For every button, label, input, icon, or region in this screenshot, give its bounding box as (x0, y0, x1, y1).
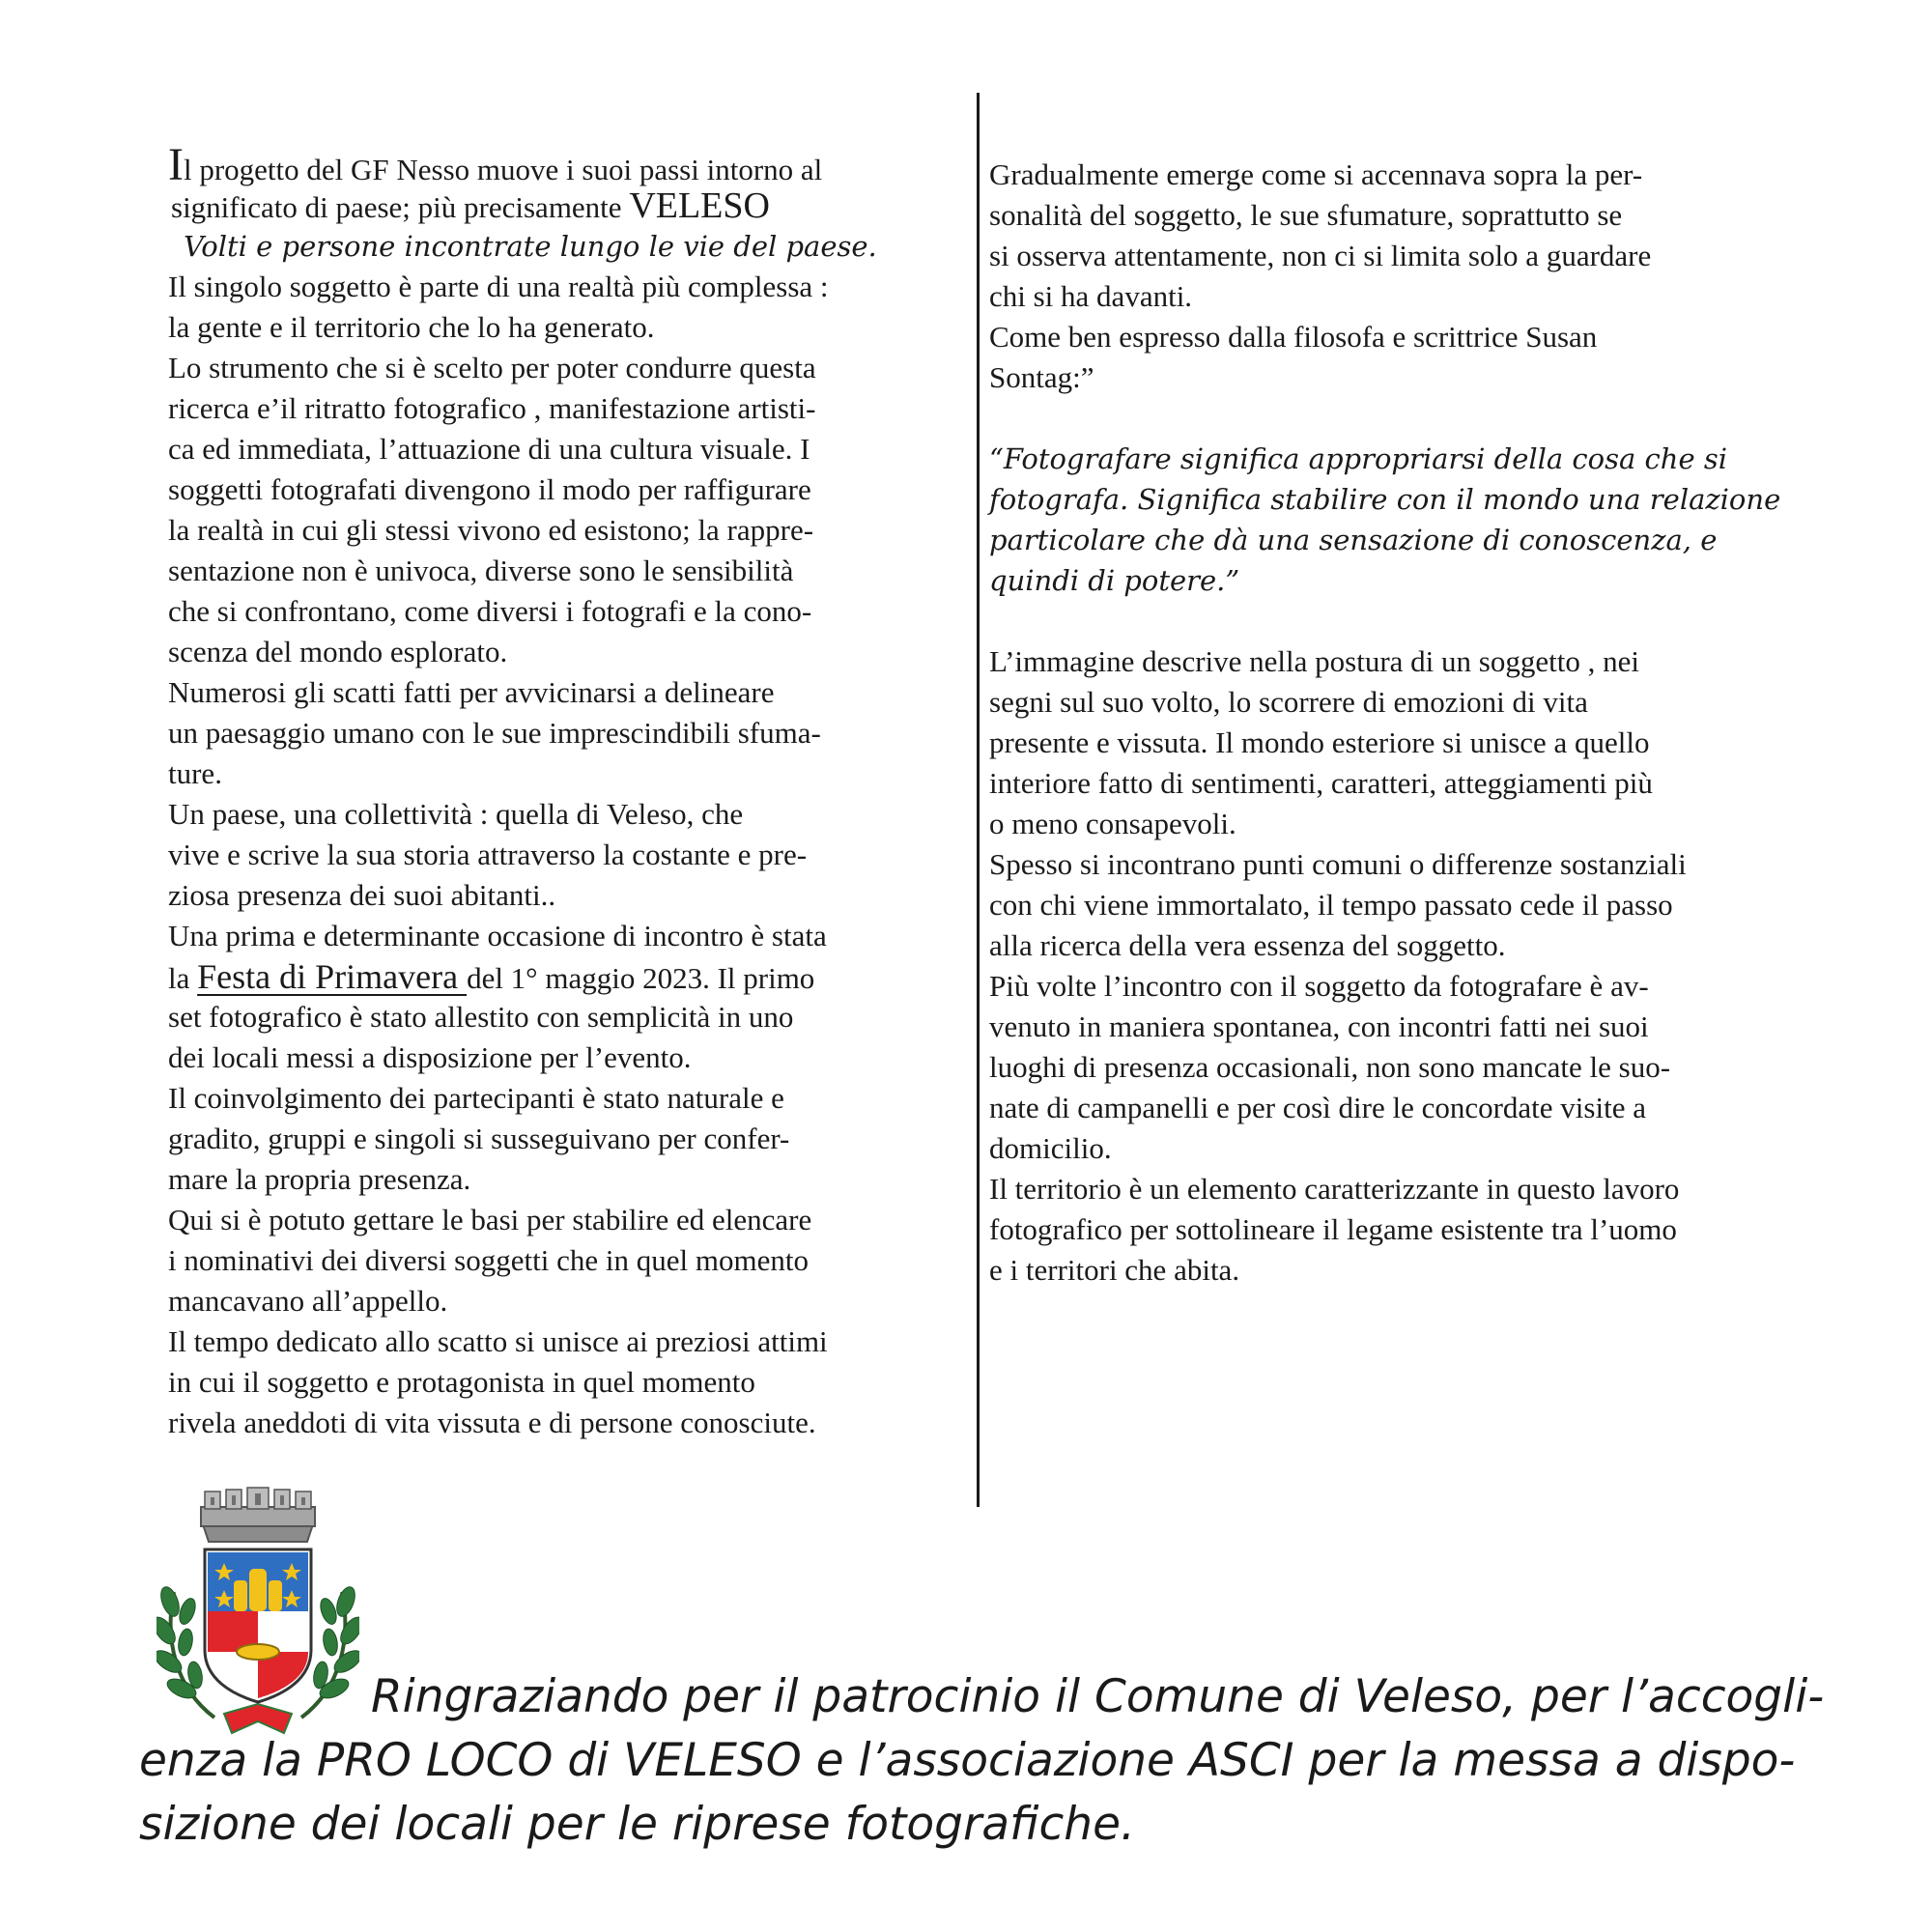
text-line: i nominativi dei diversi soggetti che in quel momento (168, 1243, 809, 1277)
text-line: che si confrontano, come diversi i fotografi e la cono- (168, 594, 812, 628)
text-line: ziosa presenza dei suoi abitanti.. (168, 878, 556, 912)
text-line: ca ed immediata, l’attuazione di una cultura visuale. I (168, 432, 810, 466)
text-line: la gente e il territorio che lo ha generato. (168, 310, 655, 344)
text-line: set fotografico è stato allestito con semplicità in uno (168, 1000, 794, 1034)
text-line: ricerca e’il ritratto fotografico , manifestazione artisti- (168, 391, 816, 425)
text-line: gradito, gruppi e singoli si susseguivano per confer- (168, 1122, 790, 1155)
text-line: sonalità del soggetto, le sue sfumature, soprattutto se (989, 198, 1623, 232)
text-line: Un paese, una collettività : quella di Veleso, che (168, 797, 744, 831)
text-line: Come ben espresso dalla filosofa e scrittrice Susan (989, 320, 1598, 354)
thanks-line: sizione dei locali per le riprese fotografiche. (139, 1798, 1135, 1851)
quote-line: quindi di potere.” (989, 564, 1240, 597)
text-line: interiore fatto di sentimenti, caratteri, atteggiamenti più (989, 766, 1653, 800)
text-line: Spesso si incontrano punti comuni o differenze sostanziali (989, 847, 1687, 881)
text-line: L’immagine descrive nella postura di un soggetto , nei (989, 644, 1639, 678)
text-line: luoghi di presenza occasionali, non sono mancate le suo- (989, 1050, 1671, 1084)
acknowledgement-text (139, 1665, 1825, 1857)
text-line: ture. (168, 756, 222, 790)
text-line: Qui si è potuto gettare le basi per stabilire ed elencare (168, 1203, 812, 1236)
text-line: presente e vissuta. Il mondo esteriore si unisce a quello (989, 725, 1650, 759)
text-line: sentazione non è univoca, diverse sono le sensibilità (168, 554, 794, 587)
text-line: o meno consapevoli. (989, 807, 1236, 840)
text-line: alla ricerca della vera essenza del soggetto. (989, 928, 1506, 962)
text-line: dei locali messi a disposizione per l’evento. (168, 1040, 692, 1074)
text-line: nate di campanelli e per così dire le concordate visite a (989, 1091, 1646, 1124)
quote-line: particolare che dà una sensazione di conoscenza, e (989, 524, 1718, 556)
text-line: Numerosi gli scatti fatti per avvicinarsi a delineare (168, 675, 775, 709)
text-line: chi si ha davanti. (989, 279, 1193, 313)
text-line: la realtà in cui gli stessi vivono ed esistono; la rappre- (168, 513, 814, 547)
text-line: fotografico per sottolineare il legame esistente tra l’uomo (989, 1212, 1677, 1246)
text-line: Il territorio è un elemento caratterizzante in questo lavoro (989, 1172, 1680, 1206)
text-line: un paesaggio umano con le sue imprescindibili sfuma- (168, 716, 821, 750)
text-line: Una prima e determinante occasione di incontro è stata (168, 919, 827, 952)
spacer (989, 398, 1839, 439)
veleso-heading: VELESO (629, 185, 770, 226)
drop-cap: I (168, 139, 184, 190)
text-line: in cui il soggetto e protagonista in quel momento (168, 1365, 755, 1399)
text-line: domicilio. (989, 1131, 1112, 1165)
text-line: scenza del mondo esplorato. (168, 635, 508, 668)
text-line: Più volte l’incontro con il soggetto da fotografare è av- (989, 969, 1649, 1003)
text-line: la Festa di Primavera del 1° maggio 2023. Il primo (168, 957, 815, 996)
text-line: Il singolo soggetto è parte di una realtà più complessa : (168, 270, 829, 303)
text-line: segni sul suo volto, lo scorrere di emozioni di vita (989, 685, 1588, 719)
text-line: Lo strumento che si è scelto per poter condurre questa (168, 351, 816, 384)
festa-di-primavera-label: Festa di Primavera (197, 957, 468, 996)
spacer (989, 601, 1839, 641)
quote-line: “Fotografare significa appropriarsi della cosa che si (989, 442, 1727, 475)
text-line: significato di paese; più precisamente VELESO (171, 185, 770, 226)
subtitle-line: Volti e persone incontrate lungo le vie del paese. (184, 230, 877, 263)
text-line: Il progetto del GF Nesso muove i suoi passi intorno al (168, 139, 823, 190)
text-line: Il tempo dedicato allo scatto si unisce ai preziosi attimi (168, 1324, 828, 1358)
column-divider (977, 93, 980, 1507)
text-line: rivela aneddoti di vita vissuta e di persone conosciute. (168, 1406, 816, 1439)
quote-line: fotografa. Significa stabilire con il mondo una relazione (989, 483, 1781, 516)
text-line: soggetti fotografati divengono il modo per raffigurare (168, 472, 811, 506)
text-line: Sontag:” (989, 360, 1094, 394)
text-line: venuto in maniera spontanea, con incontri fatti nei suoi (989, 1009, 1649, 1043)
thanks-line: Ringraziando per il patrocinio il Comune di Veleso, per l’accogli- (371, 1670, 1825, 1723)
text-line: e i territori che abita. (989, 1253, 1240, 1287)
text-line: vive e scrive la sua storia attraverso la costante e pre- (168, 838, 808, 871)
text-line: mancavano all’appello. (168, 1284, 448, 1318)
right-text-column (989, 155, 1839, 1291)
text-line: si osserva attentamente, non ci si limita solo a guardare (989, 239, 1652, 272)
thanks-line: enza la PRO LOCO di VELESO e l’associazione ASCI per la messa a dispo- (139, 1734, 1796, 1787)
text-line: mare la propria presenza. (168, 1162, 471, 1196)
left-text-column (168, 139, 970, 1443)
text-line: con chi viene immortalato, il tempo passato cede il passo (989, 888, 1673, 922)
text-line: Gradualmente emerge come si accennava sopra la per- (989, 157, 1643, 191)
crown-icon (201, 1488, 315, 1542)
text-line: Il coinvolgimento dei partecipanti è stato naturale e (168, 1081, 784, 1115)
